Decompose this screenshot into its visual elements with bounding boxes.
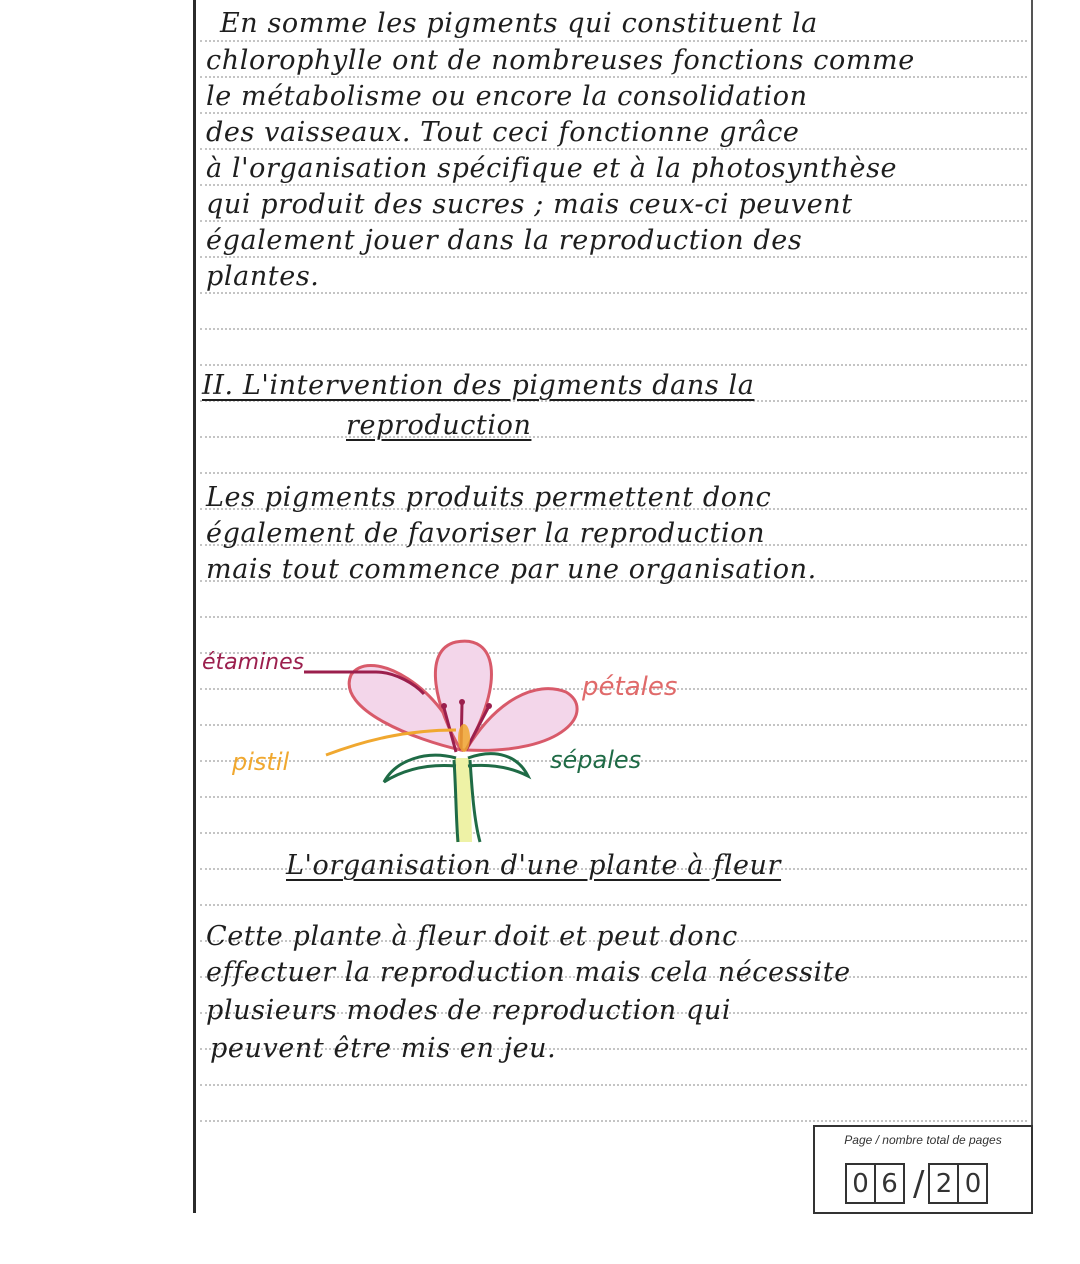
ruled-line xyxy=(200,40,1027,42)
heading-line: II. L'intervention des pigments dans la xyxy=(202,370,755,401)
text-line: Les pigments produits permettent donc xyxy=(206,482,772,513)
sepal-left xyxy=(384,755,456,782)
text-line: mais tout commence par une organisation. xyxy=(206,554,817,585)
ruled-line xyxy=(200,112,1027,114)
text-line: également de favoriser la reproduction xyxy=(206,518,766,549)
text-line: plusieurs modes de reproduction qui xyxy=(206,995,732,1026)
ruled-line xyxy=(200,616,1027,618)
text-line: qui produit des sucres ; mais ceux-ci peuvent xyxy=(206,189,853,220)
text-line: chlorophylle ont de nombreuses fonctions comme xyxy=(206,45,915,76)
ruled-line xyxy=(200,256,1027,258)
text-line: effectuer la reproduction mais cela nécessite xyxy=(206,957,851,988)
total-pages-digit: 2 xyxy=(928,1163,959,1204)
text-line: à l'organisation spécifique et à la photosynthèse xyxy=(206,153,898,184)
ruled-line xyxy=(200,1120,1027,1122)
text-line: des vaisseaux. Tout ceci fonctionne grâce xyxy=(206,117,800,148)
ruled-line xyxy=(200,148,1027,150)
flower-diagram xyxy=(296,630,716,850)
page-separator: / xyxy=(913,1163,925,1204)
text-line: également jouer dans la reproduction des xyxy=(206,225,803,256)
notebook-page xyxy=(193,0,1033,1213)
current-page-digit: 6 xyxy=(874,1163,905,1204)
heading-line: reproduction xyxy=(346,410,532,441)
page-number-label: Page / nombre total de pages xyxy=(844,1133,1002,1147)
label-sepals: sépales xyxy=(550,746,642,774)
page-number-box xyxy=(813,1125,1033,1214)
ruled-line xyxy=(200,220,1027,222)
ruled-line xyxy=(200,76,1027,78)
diagram-title: L'organisation d'une plante à fleur xyxy=(286,850,782,881)
ruled-line xyxy=(200,904,1027,906)
ruled-line xyxy=(200,472,1027,474)
label-pistil: pistil xyxy=(232,748,290,776)
text-line: le métabolisme ou encore la consolidation xyxy=(206,81,808,112)
ruled-line xyxy=(200,328,1027,330)
sepal-right xyxy=(468,754,528,776)
text-line: plantes. xyxy=(206,261,320,292)
ruled-line xyxy=(200,364,1027,366)
ruled-line xyxy=(200,436,1027,438)
ruled-line xyxy=(200,1084,1027,1086)
ruled-line xyxy=(200,292,1027,294)
text-line: peuvent être mis en jeu. xyxy=(210,1033,557,1064)
total-pages-digit: 0 xyxy=(957,1163,988,1204)
ruled-line xyxy=(200,184,1027,186)
page-number-digits xyxy=(847,1163,988,1204)
text-line: En somme les pigments qui constituent la xyxy=(220,8,818,39)
label-petals: pétales xyxy=(582,672,678,702)
current-page-digit: 0 xyxy=(845,1163,876,1204)
label-stamens: étamines xyxy=(202,650,305,675)
text-line: Cette plante à fleur doit et peut donc xyxy=(206,921,738,952)
pistil xyxy=(458,724,470,752)
